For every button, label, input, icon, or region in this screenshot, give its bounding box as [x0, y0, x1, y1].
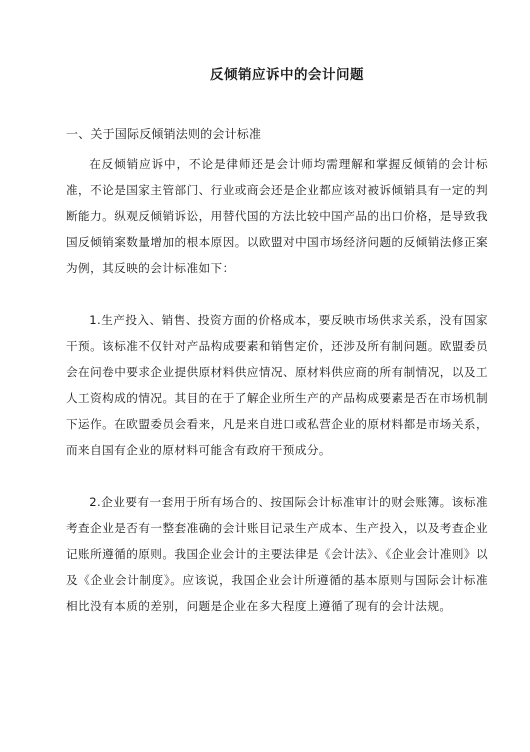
- body-paragraph-standard-2: 2.企业要有一套用于所有场合的、按国际会计标准审计的财会账簿。该标准考查企业是否有一整套准确的会计账目记录生产成本、生产投入，以及考查企业记账所遵循的原则。我国企业会计的主要法律是《会计法》、《企业会计准则》以及《企业会计制度》。应该说，我国企业会计所遵循的基本原则与国际会计标准相比没有本质的差别，问题是企业在多大程度上遵循了现有的会计法规。: [66, 495, 488, 613]
- body-paragraph-intro: 在反倾销应诉中，不论是律师还是会计师均需理解和掌握反倾销的会计标准，不论是国家主管部门、行业或商会还是企业都应该对被诉倾销具有一定的判断能力。纵观反倾销诉讼，用替代国的方法比较中国产品的出口价格，是导致我国反倾销案数量增加的根本原因。以欧盟对中国市场经济问题的反倾销法修正案为例，其反映的会计标准如下：: [66, 157, 488, 275]
- document-title: 反倾销应诉中的会计问题: [210, 67, 364, 83]
- section-heading: 一、关于国际反倾销法则的会计标准: [66, 127, 262, 141]
- body-paragraph-standard-1: 1.生产投入、销售、投资方面的价格成本，要反映市场供求关系，没有国家干预。该标准不仅针对产品构成要素和销售定价，还涉及所有制问题。欧盟委员会在问卷中要求企业提供原材料供应情况、原材料供应商的所有制情况，以及工人工资构成的情况。其目的在于了解企业所生产的产品构成要素是否在市场机制下运作。在欧盟委员会看来，凡是来自进口或私营企业的原材料都是市场关系，而来自国有企业的原材料可能含有政府干预成分。: [66, 313, 488, 457]
